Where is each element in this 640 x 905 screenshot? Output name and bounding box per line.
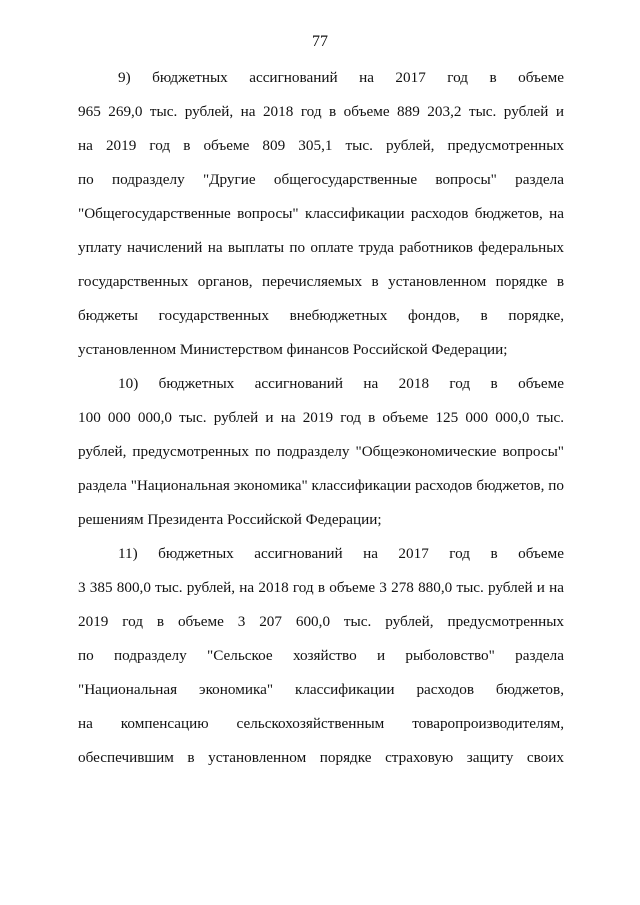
text-line: обеспечившим в установленном порядке страховую защиту своих	[78, 749, 564, 766]
text-line: "Национальная экономика" классификации расходов бюджетов,	[78, 681, 564, 698]
page-number: 77	[312, 33, 328, 50]
text-line: 2019 год в объеме 3 207 600,0 тыс. рублей, предусмотренных	[78, 613, 564, 630]
document-body	[78, 61, 564, 775]
text-line: 11) бюджетных ассигнований на 2017 год в объеме	[118, 545, 564, 562]
text-line: на компенсацию сельскохозяйственным товаропроизводителям,	[78, 715, 564, 732]
text-line: уплату начислений на выплаты по оплате труда работников федеральных	[78, 239, 564, 256]
text-line: 3 385 800,0 тыс. рублей, на 2018 год в объеме 3 278 880,0 тыс. рублей и на	[78, 579, 564, 596]
text-line: бюджеты государственных внебюджетных фондов, в порядке,	[78, 307, 564, 324]
text-line: рублей, предусмотренных по подразделу "Общеэкономические вопросы"	[78, 443, 564, 460]
text-line: государственных органов, перечисляемых в установленном порядке в	[78, 273, 564, 290]
text-line: по подразделу "Другие общегосударственные вопросы" раздела	[78, 171, 564, 188]
text-line: 10) бюджетных ассигнований на 2018 год в объеме	[118, 375, 564, 392]
text-line: "Общегосударственные вопросы" классификации расходов бюджетов, на	[78, 205, 564, 222]
paragraph-1	[78, 61, 564, 367]
text-line: по подразделу "Сельское хозяйство и рыболовство" раздела	[78, 647, 564, 664]
text-line: на 2019 год в объеме 809 305,1 тыс. рублей, предусмотренных	[78, 137, 564, 154]
text-line: 9) бюджетных ассигнований на 2017 год в объеме	[118, 69, 564, 86]
text-line: раздела "Национальная экономика" классификации расходов бюджетов, по	[78, 477, 564, 494]
text-line: решениям Президента Российской Федерации;	[78, 511, 382, 528]
text-line: 100 000 000,0 тыс. рублей и на 2019 год в объеме 125 000 000,0 тыс.	[78, 409, 564, 426]
paragraph-3	[78, 537, 564, 775]
text-line: установленном Министерством финансов Российской Федерации;	[78, 341, 508, 358]
text-line: 965 269,0 тыс. рублей, на 2018 год в объеме 889 203,2 тыс. рублей и	[78, 103, 564, 120]
paragraph-2	[78, 367, 564, 537]
